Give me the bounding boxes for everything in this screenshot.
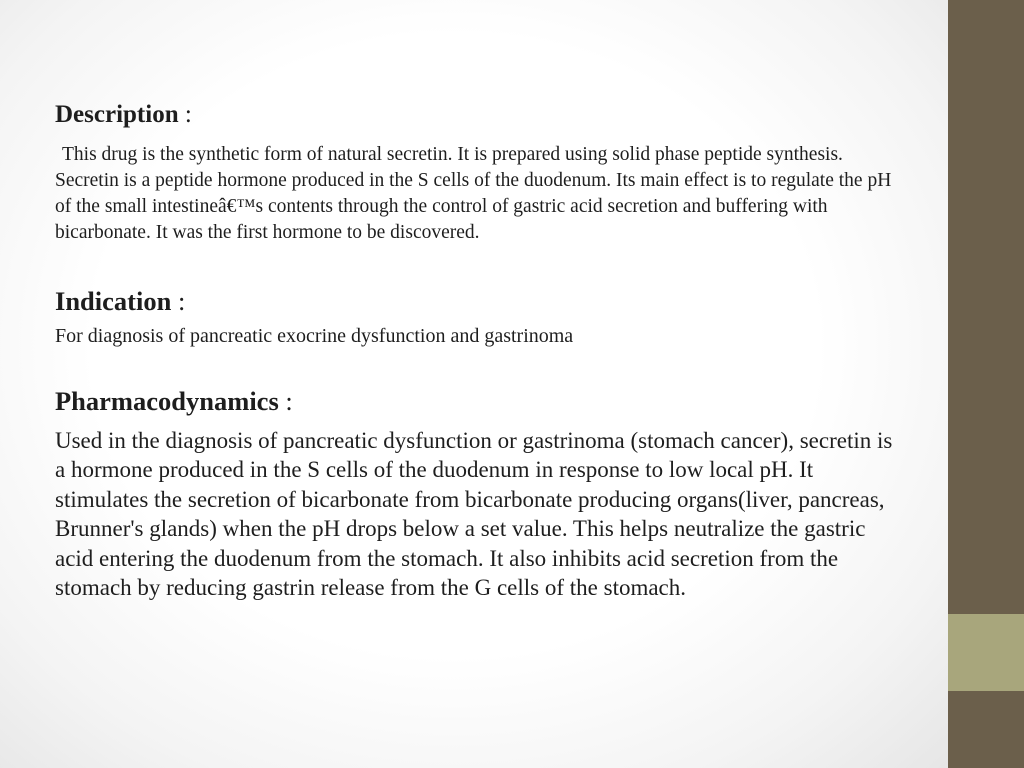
indication-heading-label: Indication — [55, 286, 172, 316]
slide-content — [55, 100, 905, 603]
pharmacodynamics-heading-separator: : — [285, 385, 293, 416]
pharmacodynamics-heading-label: Pharmacodynamics — [55, 385, 279, 416]
indication-heading-separator: : — [177, 286, 186, 316]
description-heading-label: Description — [55, 101, 179, 128]
indication-heading — [55, 286, 905, 318]
pharmacodynamics-text: Used in the diagnosis of pancreatic dysfunction or gastrinoma (stomach cancer), secretin is a hormone produced in the S cells of the duodenum in response to low local pH. It stimulates the secretion of bicarbonate from bicarbonate producing organs(liver, pancreas, Brunner's glands) when the pH drops below a set value. This helps neutralize the gastric acid entering the duodenum from the stomach. It also inhibits acid secretion from the stomach by reducing gastrin release from the G cells of the stomach. — [55, 427, 893, 601]
description-heading — [55, 100, 905, 130]
decorative-sidebar-accent — [948, 614, 1024, 691]
indication-text: For diagnosis of pancreatic exocrine dysfunction and gastrinoma — [55, 324, 574, 347]
description-text: This drug is the synthetic form of natural secretin. It is prepared using solid phase peptide synthesis. Secretin is a peptide hormone produced in the S cells of the duodenum. Its main effect is to regulate the pH of the small intestineâ€™s contents through the control of gastric acid secretion and buffering with bicarbonate. It was the first hormone to be discovered. — [55, 144, 892, 243]
pharmacodynamics-heading — [55, 386, 905, 418]
description-heading-separator: : — [184, 101, 192, 128]
